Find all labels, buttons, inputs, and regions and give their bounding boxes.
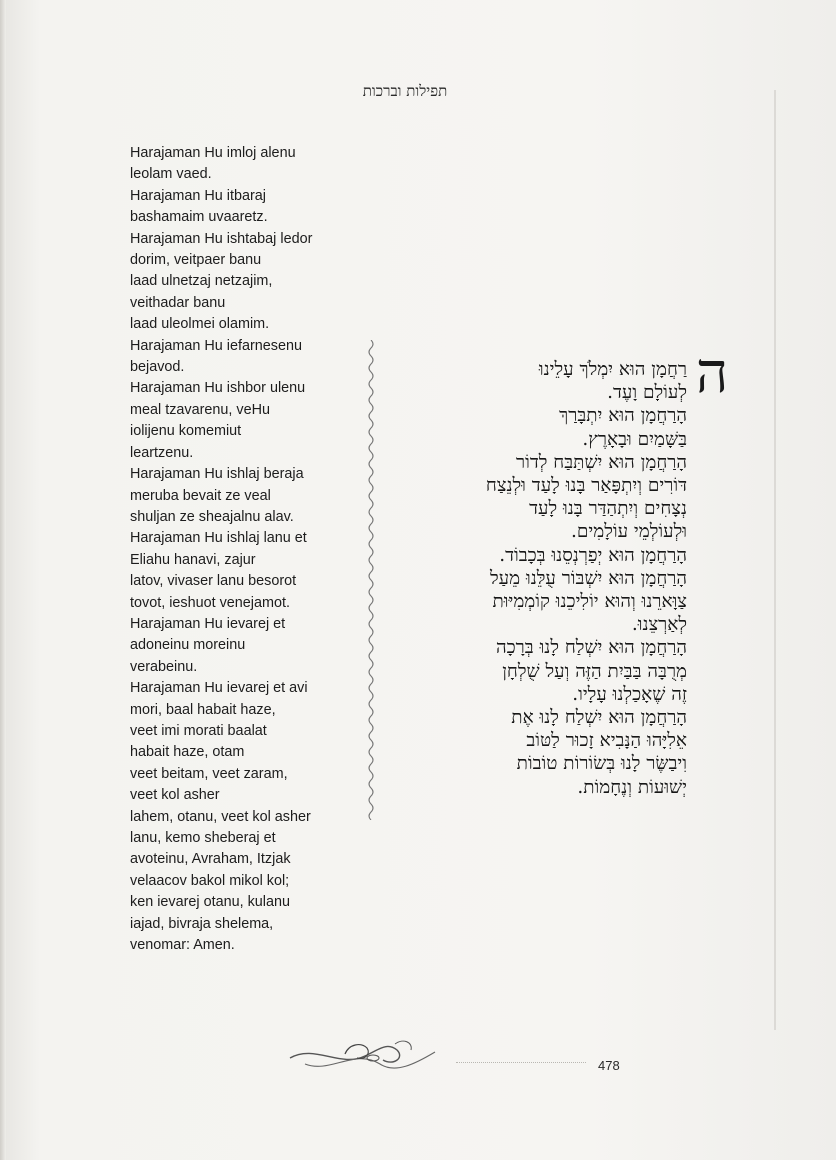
transliteration-line: iolijenu komemiut: [130, 423, 242, 440]
transliteration-line: latov, vivaser lanu besorot: [130, 573, 297, 590]
bleed-through-edge: [774, 90, 776, 1030]
transliteration-line: mori, baal habait haze,: [130, 701, 276, 718]
transliteration-column: [130, 143, 365, 956]
transliteration-line: venomar: Amen.: [130, 937, 235, 954]
hebrew-line: יְשׁוּעוֹת וְנֶחָמוֹת.: [577, 776, 687, 798]
hebrew-line: הָרַחֲמָן הוּא יִשְׁלַח לָנוּ בְּרָכָה: [496, 637, 687, 659]
transliteration-line: leolam vaed.: [130, 166, 212, 183]
hebrew-line: הָרַחֲמָן הוּא יִשְׁלַח לָנוּ אֶת: [511, 707, 687, 729]
decorative-initial-letter: ה: [696, 341, 729, 406]
transliteration-line: veithadar banu: [130, 294, 226, 311]
transliteration-line: lahem, otanu, veet kol asher: [130, 808, 311, 825]
hebrew-line: מְרֻבָּה בַּבַּיִת הַזֶּה וְעַל שֻׁלְחָן: [502, 660, 687, 682]
hebrew-line: לְאַרְצֵנוּ.: [631, 614, 687, 636]
transliteration-line: meruba bevait ze veal: [130, 487, 271, 504]
transliteration-line: veet beitam, veet zaram,: [130, 765, 288, 782]
transliteration-line: avoteinu, Avraham, Itzjak: [130, 851, 291, 868]
wavy-divider: [360, 340, 382, 820]
page-number: 478: [598, 1058, 620, 1073]
transliteration-line: iajad, bivraja shelema,: [130, 915, 274, 932]
transliteration-line: lanu, kemo sheberaj et: [130, 830, 276, 846]
transliteration-line: meal tzavarenu, veHu: [130, 401, 270, 418]
hebrew-line: אֵלִיָּהוּ הַנָּבִיא זָכוּר לַטּוֹב: [526, 730, 687, 752]
binding-edge: [0, 0, 6, 1160]
transliteration-line: veet imi morati baalat: [130, 722, 267, 739]
hebrew-line: הָרַחֲמָן הוּא יְפַרְנְסֵנוּ בְּכָבוֹד.: [499, 544, 687, 566]
transliteration-line: verabeinu.: [130, 658, 198, 675]
hebrew-line: זֶה שֶׁאָכַלְנוּ עָלָיו.: [572, 683, 687, 705]
transliteration-line: Harajaman Hu ishtabaj ledor: [130, 230, 313, 247]
transliteration-line: shuljan ze sheajalnu alav.: [130, 508, 294, 525]
ornament-flourish: [285, 1034, 450, 1082]
hebrew-line: רַחֲמָן הוּא יִמְלֹךְ עָלֵינוּ: [538, 359, 687, 380]
transliteration-line: bejavod.: [130, 359, 185, 376]
page-header: תפילות וברכות: [362, 82, 448, 100]
hebrew-line: צַוָּארֵנוּ וְהוּא יוֹלִיכֵנוּ קוֹמְמִיּוּת: [492, 591, 687, 613]
transliteration-line: tovot, ieshuot venejamot.: [130, 594, 290, 611]
transliteration-line: Harajaman Hu iefarnesenu: [130, 337, 302, 354]
hebrew-line: הָרַחֲמָן הוּא יִשְׁבּוֹר עֻלֵּנוּ מֵעַל: [489, 567, 687, 589]
hebrew-text-column: [405, 358, 687, 799]
transliteration-line: bashamaim uvaaretz.: [130, 209, 268, 226]
transliteration-line: Harajaman Hu ishlaj beraja: [130, 466, 304, 483]
hebrew-line: וִיבַשֶּׂר לָנוּ בְּשׂוֹרוֹת טוֹבוֹת: [516, 753, 687, 775]
transliteration-line: habait haze, otam: [130, 744, 245, 761]
transliteration-line: Harajaman Hu imloj alenu: [130, 145, 296, 161]
hebrew-line: דּוֹרִים וְיִתְפָּאַר בָּנוּ לָעַד וּלְנֵצַח: [485, 475, 687, 497]
transliteration-line: dorim, veitpaer banu: [130, 252, 262, 269]
transliteration-line: Eliahu hanavi, zajur: [130, 551, 256, 568]
transliteration-line: Harajaman Hu ishbor ulenu: [130, 380, 306, 397]
hebrew-line: הָרַחֲמָן הוּא יִשְׁתַּבַּח לְדוֹר: [516, 451, 687, 473]
footer-rule: [456, 1062, 586, 1063]
hebrew-line: הָרַחֲמָן הוּא יִתְבָּרַךְ: [559, 405, 687, 427]
transliteration-line: velaacov bakol mikol kol;: [130, 872, 290, 889]
transliteration-line: laad ulnetzaj netzajim,: [130, 273, 273, 290]
transliteration-line: Harajaman Hu itbaraj: [130, 187, 266, 204]
hebrew-line: וּלְעוֹלְמֵי עוֹלָמִים.: [570, 521, 687, 543]
hebrew-line: בַּשָּׁמַיִם וּבָאָרֶץ.: [582, 428, 687, 450]
transliteration-line: adoneinu moreinu: [130, 637, 246, 654]
hebrew-line: נְצָחִים וְיִתְהַדַּר בָּנוּ לָעַד: [529, 498, 687, 520]
transliteration-line: Harajaman Hu ishlaj lanu et: [130, 530, 307, 547]
transliteration-line: Harajaman Hu ievarej et: [130, 615, 286, 632]
transliteration-line: Harajaman Hu ievarej et avi: [130, 680, 308, 697]
transliteration-line: veet kol asher: [130, 787, 220, 804]
transliteration-line: ken ievarej otanu, kulanu: [130, 894, 291, 911]
transliteration-line: leartzenu.: [130, 444, 194, 461]
transliteration-line: laad uleolmei olamim.: [130, 316, 270, 333]
hebrew-line: לְעוֹלָם וָעֶד.: [607, 382, 687, 404]
